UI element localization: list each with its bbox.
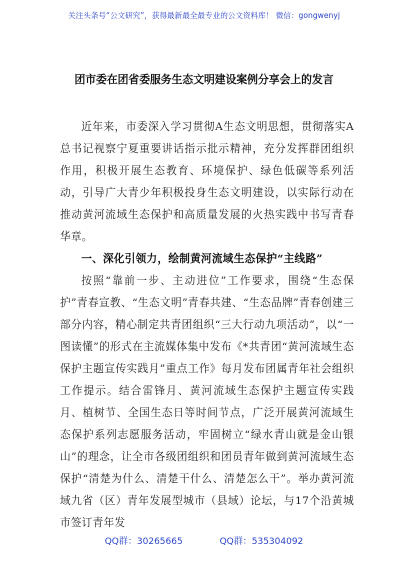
section-paragraph: 按照“靠前一步、主动进位”工作要求，围绕“生态保护”青春宣教、“生态文明”青春共建、“生态品牌”青春创建三部分内容，精心制定共青团组织“三大行动九项活动”，以“一图读懂”的形式在主流媒体集中发布《*共青团“黄河流域生态保护主题宣传实践月”重点工作》每月发布团属青年社会组织工作提示。结合雷锋月、黄河流域生态保护主题宣传实践月、植树节、全国生态日等时间节点，广泛开展黄河流域生态保护系列志愿服务活动，牢固树立“绿水青山就是金山银山”的理念，让全市各级团组织和团员青年做到黄河流域生态保护“清楚为什么、清楚干什么、清楚怎么干”。举办黄河流域九省（区）青年发展型城市（县域）论坛，与17个沿黄城市签订青年发 [60, 275, 354, 529]
document-title: 团市委在团省委服务生态文明建设案例分享会上的发言 [74, 73, 334, 86]
qq-group-1: QQ群：30265665 [104, 537, 183, 547]
section-heading: 一、深化引领力，绘制黄河流域生态保护“主线路” [81, 253, 323, 265]
footer-contacts [0, 534, 408, 547]
intro-paragraph: 近年来，市委深入学习贯彻A生态文明思想，贯彻落实A总书记视察宁夏重要讲话指示批示精神，充分发挥群团组织作用，积极开展生态教育、环境保护、绿色低碳等系列活动，引导广大青少年积极投身生态文明建设，以实际行动在推动黄河流域生态保护和高质量发展的火热实践中书写青春华章。 [60, 121, 354, 243]
document-body [60, 116, 354, 534]
qq-group-2: QQ群：535304092 [219, 537, 304, 547]
promo-header: 关注头条号“公文研究”，获得最新最全最专业的公文资料库！ 微信：gongwenyj [68, 11, 340, 20]
